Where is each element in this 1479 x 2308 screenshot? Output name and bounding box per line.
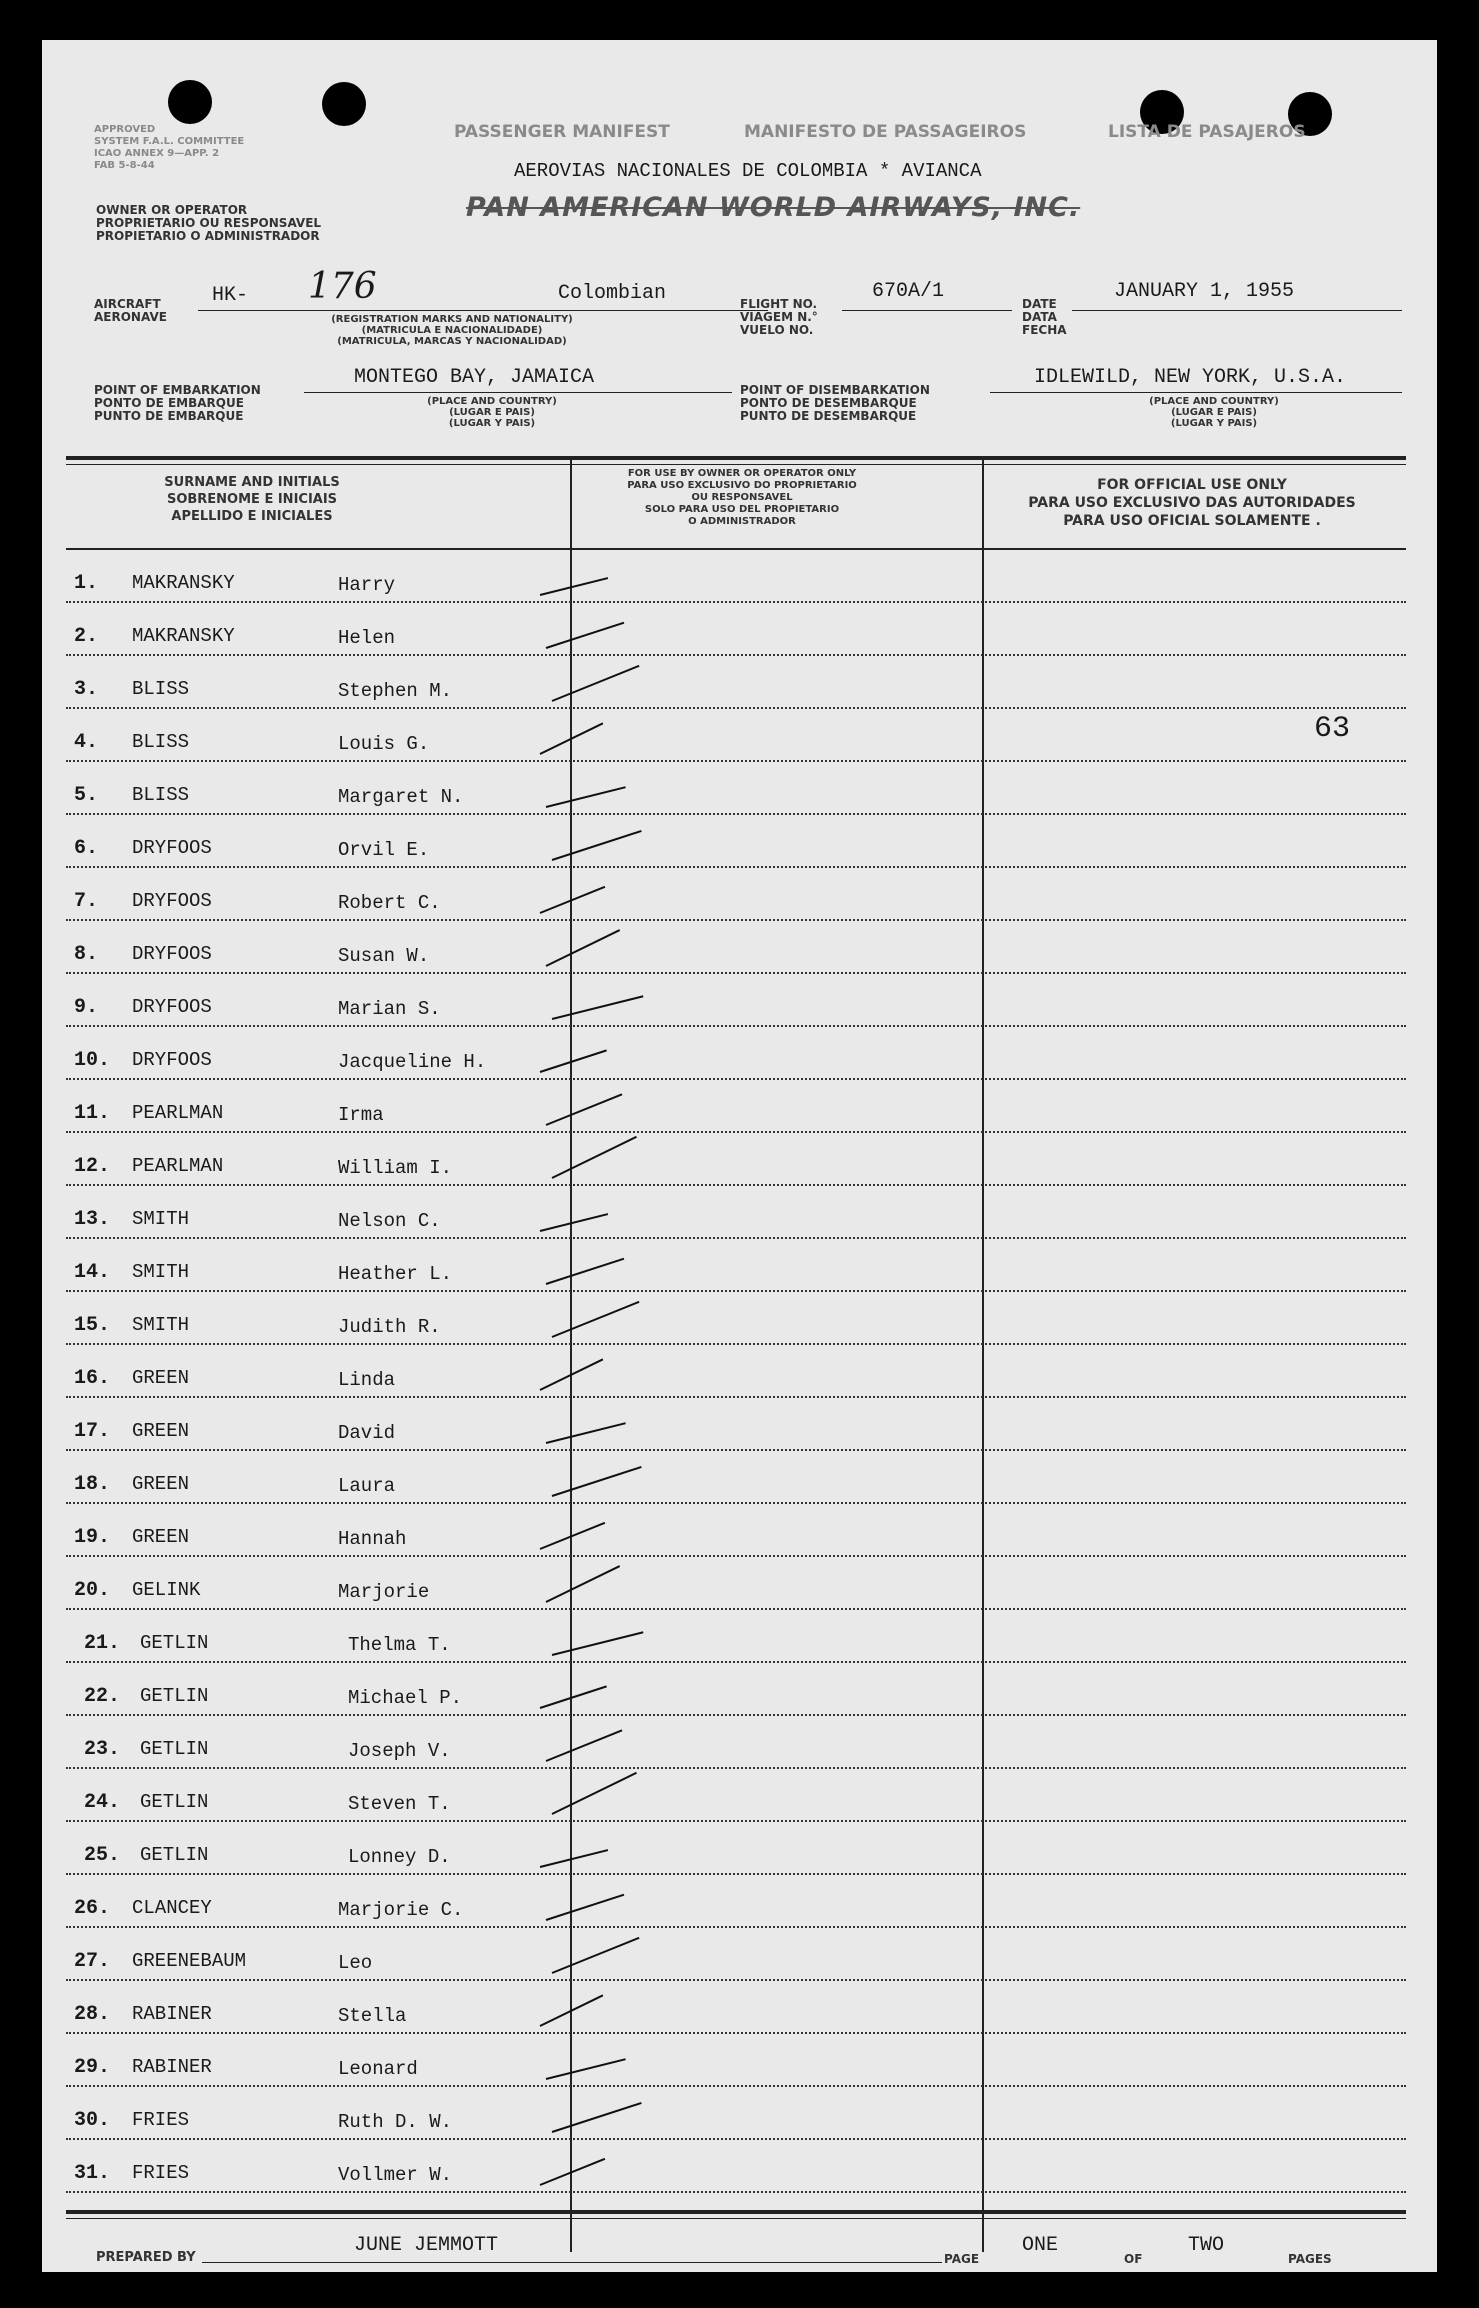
row-rule bbox=[66, 866, 1406, 868]
passenger-surname: SMITH bbox=[132, 1314, 190, 1336]
column-divider-2 bbox=[982, 458, 984, 2252]
passenger-given-names: Thelma T. bbox=[348, 1634, 451, 1656]
owner-label-en: OWNER OR OPERATOR bbox=[96, 203, 248, 217]
flight-label-en: FLIGHT NO. bbox=[740, 297, 818, 311]
operator-printed: PAN AMERICAN WORLD AIRWAYS, INC. bbox=[466, 192, 1081, 223]
passenger-number: 17. bbox=[74, 1420, 111, 1443]
passenger-number: 21. bbox=[84, 1632, 121, 1655]
passenger-surname: GREEN bbox=[132, 1473, 190, 1495]
check-mark bbox=[552, 1136, 637, 1179]
punch-hole bbox=[322, 82, 366, 126]
passenger-number: 31. bbox=[74, 2162, 111, 2185]
passenger-number: 16. bbox=[74, 1367, 111, 1390]
row-rule bbox=[66, 1343, 1406, 1345]
aircraft-sublabel-pt: (MATRICULA E NACIONALIDADE) bbox=[361, 325, 543, 336]
check-mark bbox=[552, 1301, 640, 1338]
disembarkation-sublabel-pt: (LUGAR E PAIS) bbox=[1171, 407, 1257, 418]
column-header-official-line: PARA USO EXCLUSIVO DAS AUTORIDADES bbox=[1028, 495, 1356, 511]
check-mark bbox=[540, 1213, 608, 1232]
embarkation-value: MONTEGO BAY, JAMAICA bbox=[354, 366, 595, 389]
disembarkation-label-en: POINT OF DISEMBARKATION bbox=[740, 383, 930, 397]
passenger-surname: FRIES bbox=[132, 2162, 190, 2184]
passenger-surname: DRYFOOS bbox=[132, 890, 212, 912]
passenger-surname: GREEN bbox=[132, 1420, 190, 1442]
punch-hole bbox=[168, 80, 212, 124]
passenger-surname: RABINER bbox=[132, 2056, 212, 2078]
passenger-surname: BLISS bbox=[132, 784, 190, 806]
row-rule bbox=[66, 2191, 1406, 2193]
passenger-surname: RABINER bbox=[132, 2003, 212, 2025]
row-rule bbox=[66, 1873, 1406, 1875]
check-mark bbox=[552, 995, 644, 1020]
row-rule bbox=[66, 1820, 1406, 1822]
approval-line: SYSTEM F.A.L. COMMITTEE bbox=[94, 136, 245, 147]
passenger-given-names: Marjorie C. bbox=[338, 1899, 464, 1921]
passenger-given-names: Harry bbox=[338, 574, 396, 596]
aircraft-underline bbox=[198, 310, 768, 311]
aircraft-nationality: Colombian bbox=[558, 282, 667, 305]
passenger-given-names: Stella bbox=[338, 2005, 407, 2027]
passenger-number: 12. bbox=[74, 1155, 111, 1178]
manifest-page bbox=[42, 40, 1437, 2272]
official-note: 63 bbox=[1314, 712, 1351, 746]
check-mark bbox=[546, 1258, 625, 1285]
total-pages-value: TWO bbox=[1188, 2234, 1225, 2257]
disembarkation-sublabel bbox=[1094, 396, 1334, 429]
passenger-given-names: Laura bbox=[338, 1475, 396, 1497]
date-label-es: FECHA bbox=[1022, 323, 1067, 337]
embarkation-label bbox=[94, 384, 261, 423]
approval-block bbox=[94, 124, 244, 172]
column-header-official bbox=[992, 476, 1392, 530]
passenger-given-names: Helen bbox=[338, 627, 396, 649]
row-rule bbox=[66, 1396, 1406, 1398]
passenger-surname: DRYFOOS bbox=[132, 1049, 212, 1071]
passenger-surname: GETLIN bbox=[140, 1685, 209, 1707]
aircraft-sublabel-es: (MATRICULA, MARCAS Y NACIONALIDAD) bbox=[337, 336, 567, 347]
aircraft-prefix: HK- bbox=[212, 284, 249, 307]
row-rule bbox=[66, 919, 1406, 921]
embarkation-label-en: POINT OF EMBARKATION bbox=[94, 383, 261, 397]
column-header-owner-line: OU RESPONSAVEL bbox=[691, 492, 793, 503]
flight-label bbox=[740, 298, 818, 337]
check-mark bbox=[540, 1685, 607, 1709]
row-rule bbox=[66, 1555, 1406, 1557]
check-mark bbox=[540, 577, 608, 596]
date-value: JANUARY 1, 1955 bbox=[1114, 280, 1295, 303]
passenger-given-names: Susan W. bbox=[338, 945, 430, 967]
check-mark bbox=[552, 1772, 637, 1815]
embarkation-sublabel-es: (LUGAR Y PAIS) bbox=[448, 418, 536, 429]
check-mark bbox=[540, 1849, 608, 1868]
passenger-given-names: Linda bbox=[338, 1369, 396, 1391]
passenger-number: 6. bbox=[74, 837, 99, 860]
row-rule bbox=[66, 1767, 1406, 1769]
passenger-number: 22. bbox=[84, 1685, 121, 1708]
check-mark bbox=[540, 1049, 607, 1073]
flight-label-pt: VIAGEM N.° bbox=[740, 310, 818, 324]
check-mark bbox=[546, 929, 621, 967]
row-rule bbox=[66, 2032, 1406, 2034]
passenger-given-names: Irma bbox=[338, 1104, 384, 1126]
row-rule bbox=[66, 1449, 1406, 1451]
passenger-number: 13. bbox=[74, 1208, 111, 1231]
column-header-names-pt: SOBRENOME E INICIAIS bbox=[166, 492, 338, 507]
row-rule bbox=[66, 813, 1406, 815]
check-mark bbox=[546, 2058, 626, 2080]
date-underline bbox=[1072, 310, 1402, 311]
passenger-given-names: Hannah bbox=[338, 1528, 407, 1550]
column-header-official-line: FOR OFFICIAL USE ONLY bbox=[1097, 477, 1287, 493]
embarkation-underline bbox=[304, 392, 732, 393]
passenger-number: 28. bbox=[74, 2003, 111, 2026]
passenger-number: 1. bbox=[74, 572, 99, 595]
aircraft-label bbox=[94, 298, 167, 324]
column-header-owner-line: FOR USE BY OWNER OR OPERATOR ONLY bbox=[627, 468, 857, 479]
row-rule bbox=[66, 1184, 1406, 1186]
aircraft-number: 176 bbox=[308, 266, 377, 307]
check-mark bbox=[552, 830, 642, 861]
passenger-number: 10. bbox=[74, 1049, 111, 1072]
column-header-names-es: APELLIDO E INICIALES bbox=[171, 509, 333, 524]
row-rule bbox=[66, 1078, 1406, 1080]
passenger-number: 15. bbox=[74, 1314, 111, 1337]
disembarkation-sublabel-en: (PLACE AND COUNTRY) bbox=[1149, 396, 1279, 407]
disembarkation-sublabel-es: (LUGAR Y PAIS) bbox=[1170, 418, 1258, 429]
passenger-given-names: Louis G. bbox=[338, 733, 430, 755]
disembarkation-value: IDLEWILD, NEW YORK, U.S.A. bbox=[1034, 366, 1347, 389]
approval-line: FAB 5-8-44 bbox=[94, 160, 155, 171]
row-rule bbox=[66, 707, 1406, 709]
passenger-number: 14. bbox=[74, 1261, 111, 1284]
check-mark bbox=[540, 2158, 606, 2186]
row-rule bbox=[66, 1979, 1406, 1981]
aircraft-label-pt: AERONAVE bbox=[94, 310, 167, 324]
date-label bbox=[1022, 298, 1067, 337]
passenger-given-names: Heather L. bbox=[338, 1263, 453, 1285]
passenger-number: 29. bbox=[74, 2056, 111, 2079]
passenger-number: 9. bbox=[74, 996, 99, 1019]
of-label: OF bbox=[1124, 2252, 1143, 2266]
passenger-surname: DRYFOOS bbox=[132, 943, 212, 965]
passenger-surname: CLANCEY bbox=[132, 1897, 212, 1919]
passenger-surname: GREEN bbox=[132, 1526, 190, 1548]
operator-typed: AEROVIAS NACIONALES DE COLOMBIA * AVIANCA bbox=[514, 160, 982, 182]
passenger-number: 25. bbox=[84, 1844, 121, 1867]
passenger-surname: BLISS bbox=[132, 678, 190, 700]
passenger-given-names: Joseph V. bbox=[348, 1740, 451, 1762]
passenger-surname: FRIES bbox=[132, 2109, 190, 2131]
pages-label: PAGES bbox=[1288, 2252, 1332, 2266]
column-header-names-en: SURNAME AND INITIALS bbox=[164, 475, 340, 490]
check-mark bbox=[552, 2102, 642, 2133]
title-es: LISTA DE PASAJEROS bbox=[1108, 122, 1306, 142]
passenger-given-names: Vollmer W. bbox=[338, 2164, 453, 2186]
passenger-number: 18. bbox=[74, 1473, 111, 1496]
check-mark bbox=[546, 1422, 626, 1444]
passenger-given-names: Margaret N. bbox=[338, 786, 464, 808]
table-bottom-rule-thin bbox=[66, 2218, 1406, 2219]
page-label: PAGE bbox=[944, 2252, 980, 2266]
approval-line: ICAO ANNEX 9—APP. 2 bbox=[94, 148, 220, 159]
passenger-number: 4. bbox=[74, 731, 99, 754]
passenger-surname: MAKRANSKY bbox=[132, 572, 235, 594]
check-mark bbox=[552, 1466, 642, 1497]
check-mark bbox=[540, 1522, 606, 1550]
prepared-underline bbox=[202, 2262, 942, 2263]
owner-label bbox=[96, 204, 321, 243]
check-mark bbox=[552, 1631, 644, 1656]
embarkation-sublabel-pt: (LUGAR E PAIS) bbox=[449, 407, 535, 418]
passenger-given-names: Leo bbox=[338, 1952, 373, 1974]
check-mark bbox=[546, 786, 626, 808]
table-top-rule bbox=[66, 456, 1406, 460]
flight-label-es: VUELO NO. bbox=[740, 323, 814, 337]
row-rule bbox=[66, 760, 1406, 762]
owner-label-pt: PROPRIETARIO OU RESPONSAVEL bbox=[96, 216, 322, 230]
passenger-surname: PEARLMAN bbox=[132, 1102, 224, 1124]
passenger-number: 7. bbox=[74, 890, 99, 913]
disembarkation-label bbox=[740, 384, 930, 423]
passenger-given-names: Orvil E. bbox=[338, 839, 430, 861]
passenger-number: 30. bbox=[74, 2109, 111, 2132]
check-mark bbox=[552, 665, 640, 702]
passenger-number: 8. bbox=[74, 943, 99, 966]
column-header-official-line: PARA USO OFICIAL SOLAMENTE . bbox=[1063, 513, 1321, 529]
row-rule bbox=[66, 1237, 1406, 1239]
passenger-given-names: Judith R. bbox=[338, 1316, 441, 1338]
owner-label-es: PROPIETARIO O ADMINISTRADOR bbox=[96, 229, 320, 243]
embarkation-sublabel bbox=[372, 396, 612, 429]
passenger-given-names: William I. bbox=[338, 1157, 453, 1179]
passenger-number: 19. bbox=[74, 1526, 111, 1549]
row-rule bbox=[66, 1661, 1406, 1663]
check-mark bbox=[546, 1565, 621, 1603]
passenger-surname: GETLIN bbox=[140, 1738, 209, 1760]
embarkation-sublabel-en: (PLACE AND COUNTRY) bbox=[427, 396, 557, 407]
prepared-label: PREPARED BY bbox=[96, 2250, 196, 2265]
page-value: ONE bbox=[1022, 2234, 1059, 2257]
embarkation-label-es: PUNTO DE EMBARQUE bbox=[94, 409, 244, 423]
passenger-number: 23. bbox=[84, 1738, 121, 1761]
passenger-surname: GETLIN bbox=[140, 1791, 209, 1813]
check-mark bbox=[552, 1937, 640, 1974]
row-rule bbox=[66, 1290, 1406, 1292]
check-mark bbox=[546, 622, 625, 649]
aircraft-sublabel bbox=[292, 314, 612, 347]
disembarkation-label-es: PUNTO DE DESEMBARQUE bbox=[740, 409, 917, 423]
passenger-given-names: Stephen M. bbox=[338, 680, 453, 702]
row-rule bbox=[66, 1025, 1406, 1027]
passenger-given-names: Marjorie bbox=[338, 1581, 430, 1603]
passenger-number: 26. bbox=[74, 1897, 111, 1920]
passenger-surname: MAKRANSKY bbox=[132, 625, 235, 647]
passenger-surname: DRYFOOS bbox=[132, 837, 212, 859]
prepared-value: JUNE JEMMOTT bbox=[354, 2234, 499, 2257]
passenger-surname: SMITH bbox=[132, 1208, 190, 1230]
row-rule bbox=[66, 601, 1406, 603]
table-bottom-rule bbox=[66, 2210, 1406, 2214]
date-label-en: DATE bbox=[1022, 297, 1057, 311]
passenger-given-names: Nelson C. bbox=[338, 1210, 441, 1232]
check-mark bbox=[546, 1894, 625, 1921]
aircraft-label-en: AIRCRAFT bbox=[94, 297, 161, 311]
passenger-number: 2. bbox=[74, 625, 99, 648]
row-rule bbox=[66, 1608, 1406, 1610]
passenger-given-names: Lonney D. bbox=[348, 1846, 451, 1868]
flight-number: 670A/1 bbox=[872, 280, 945, 303]
passenger-given-names: Ruth D. W. bbox=[338, 2111, 453, 2133]
row-rule bbox=[66, 1502, 1406, 1504]
column-header-owner-line: SOLO PARA USO DEL PROPIETARIO bbox=[644, 504, 840, 515]
passenger-surname: GELINK bbox=[132, 1579, 201, 1601]
passenger-number: 5. bbox=[74, 784, 99, 807]
column-divider-1 bbox=[570, 458, 572, 2252]
passenger-given-names: Leonard bbox=[338, 2058, 418, 2080]
passenger-number: 27. bbox=[74, 1950, 111, 1973]
passenger-given-names: Steven T. bbox=[348, 1793, 451, 1815]
passenger-given-names: Robert C. bbox=[338, 892, 441, 914]
table-top-rule-thin bbox=[66, 464, 1406, 465]
passenger-surname: GETLIN bbox=[140, 1632, 209, 1654]
title-pt: MANIFESTO DE PASSAGEIROS bbox=[744, 122, 1027, 142]
passenger-number: 20. bbox=[74, 1579, 111, 1602]
passenger-given-names: Michael P. bbox=[348, 1687, 463, 1709]
disembarkation-label-pt: PONTO DE DESEMBARQUE bbox=[740, 396, 917, 410]
row-rule bbox=[66, 1926, 1406, 1928]
passenger-number: 24. bbox=[84, 1791, 121, 1814]
passenger-surname: PEARLMAN bbox=[132, 1155, 224, 1177]
column-header-owner-line: O ADMINISTRADOR bbox=[688, 516, 796, 527]
passenger-number: 3. bbox=[74, 678, 99, 701]
column-header-names bbox=[102, 474, 402, 525]
check-mark bbox=[546, 1093, 623, 1126]
row-rule bbox=[66, 972, 1406, 974]
row-rule bbox=[66, 654, 1406, 656]
passenger-given-names: Marian S. bbox=[338, 998, 441, 1020]
passenger-surname: DRYFOOS bbox=[132, 996, 212, 1018]
passenger-surname: GETLIN bbox=[140, 1844, 209, 1866]
passenger-surname: GREEN bbox=[132, 1367, 190, 1389]
title-en: PASSENGER MANIFEST bbox=[454, 122, 670, 142]
passenger-given-names: Jacqueline H. bbox=[338, 1051, 487, 1073]
passenger-surname: SMITH bbox=[132, 1261, 190, 1283]
check-mark bbox=[540, 886, 606, 914]
row-rule bbox=[66, 1131, 1406, 1133]
column-header-owner-line: PARA USO EXCLUSIVO DO PROPRIETARIO bbox=[627, 480, 857, 491]
date-label-pt: DATA bbox=[1022, 310, 1057, 324]
row-rule bbox=[66, 1714, 1406, 1716]
flight-underline bbox=[842, 310, 1012, 311]
disembarkation-underline bbox=[990, 392, 1402, 393]
passenger-number: 11. bbox=[74, 1102, 111, 1125]
passenger-surname: GREENEBAUM bbox=[132, 1950, 247, 1972]
passenger-surname: BLISS bbox=[132, 731, 190, 753]
header-bottom-rule bbox=[66, 548, 1406, 550]
passenger-given-names: David bbox=[338, 1422, 396, 1444]
check-mark bbox=[546, 1729, 623, 1762]
column-header-owner bbox=[582, 468, 902, 528]
approval-line: APPROVED bbox=[94, 124, 156, 135]
row-rule bbox=[66, 2138, 1406, 2140]
embarkation-label-pt: PONTO DE EMBARQUE bbox=[94, 396, 244, 410]
aircraft-sublabel-en: (REGISTRATION MARKS AND NATIONALITY) bbox=[331, 314, 573, 325]
row-rule bbox=[66, 2085, 1406, 2087]
